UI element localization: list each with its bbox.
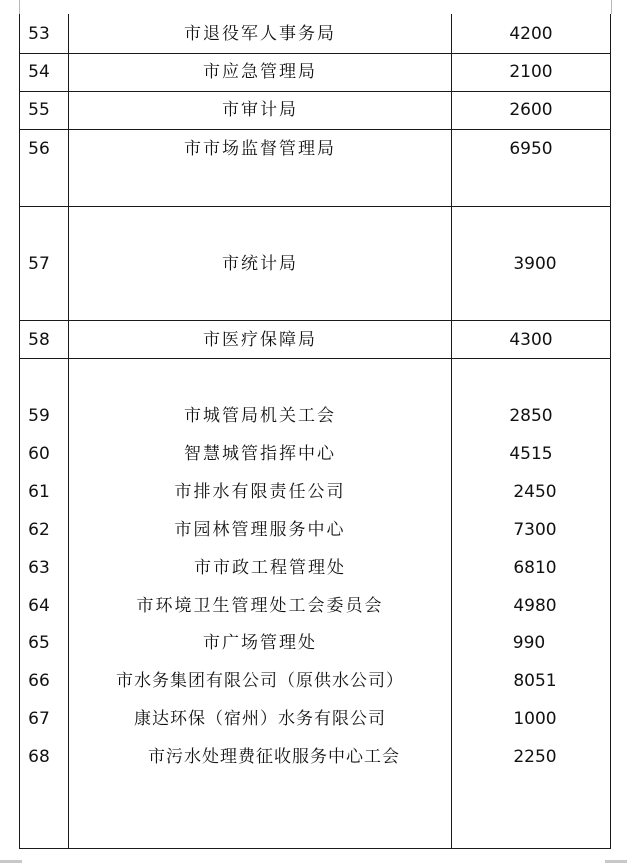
amount-value: 4200 (509, 24, 553, 44)
unit-name: 市排水有限责任公司 (174, 482, 346, 502)
row-number: 53 (28, 24, 50, 44)
amount-value: 2100 (509, 62, 553, 82)
row-number: 57 (28, 254, 50, 274)
unit-name: 市统计局 (222, 254, 298, 274)
unit-name: 市退役军人事务局 (184, 24, 336, 44)
amount-value: 8051 (513, 671, 557, 691)
amount-value: 2600 (509, 100, 553, 120)
row-number: 65 (28, 633, 50, 653)
amount-value: 4980 (513, 596, 557, 616)
row-number: 66 (28, 671, 50, 691)
unit-name: 市应急管理局 (203, 62, 317, 82)
amount-value: 7300 (513, 520, 557, 540)
row-number: 64 (28, 596, 50, 616)
amount-value: 6810 (513, 558, 557, 578)
row-number: 55 (28, 100, 50, 120)
row-number: 58 (28, 330, 50, 350)
row-number: 68 (28, 747, 50, 767)
amount-value: 1000 (513, 709, 557, 729)
unit-name: 市审计局 (222, 100, 298, 120)
unit-name: 市医疗保障局 (203, 330, 317, 350)
unit-name: 市水务集团有限公司（原供水公司） (116, 671, 404, 691)
unit-name: 智慧城管指挥中心 (184, 444, 336, 464)
amount-value: 3900 (513, 254, 557, 274)
unit-name: 康达环保（宿州）水务有限公司 (134, 709, 386, 729)
row-number: 56 (28, 139, 50, 159)
unit-name: 市污水处理费征收服务中心工会 (148, 747, 400, 767)
row-number: 62 (28, 520, 50, 540)
unit-name: 市市政工程管理处 (194, 558, 346, 578)
unit-name: 市市场监督管理局 (184, 139, 336, 159)
amount-value: 2250 (513, 747, 557, 767)
row-number: 60 (28, 444, 50, 464)
unit-name: 市广场管理处 (203, 633, 317, 653)
amount-value: 4300 (509, 330, 553, 350)
unit-name: 市城管局机关工会 (184, 406, 336, 426)
row-number: 59 (28, 406, 50, 426)
amount-value: 2850 (509, 406, 553, 426)
amount-value: 4515 (509, 444, 553, 464)
amount-value: 2450 (513, 482, 557, 502)
amount-value: 990 (512, 633, 546, 653)
unit-name: 市园林管理服务中心 (174, 520, 346, 540)
row-number: 54 (28, 62, 50, 82)
row-number: 67 (28, 709, 50, 729)
row-number: 61 (28, 482, 50, 502)
row-number: 63 (28, 558, 50, 578)
amount-value: 6950 (509, 139, 553, 159)
unit-name: 市环境卫生管理处工会委员会 (136, 596, 384, 616)
